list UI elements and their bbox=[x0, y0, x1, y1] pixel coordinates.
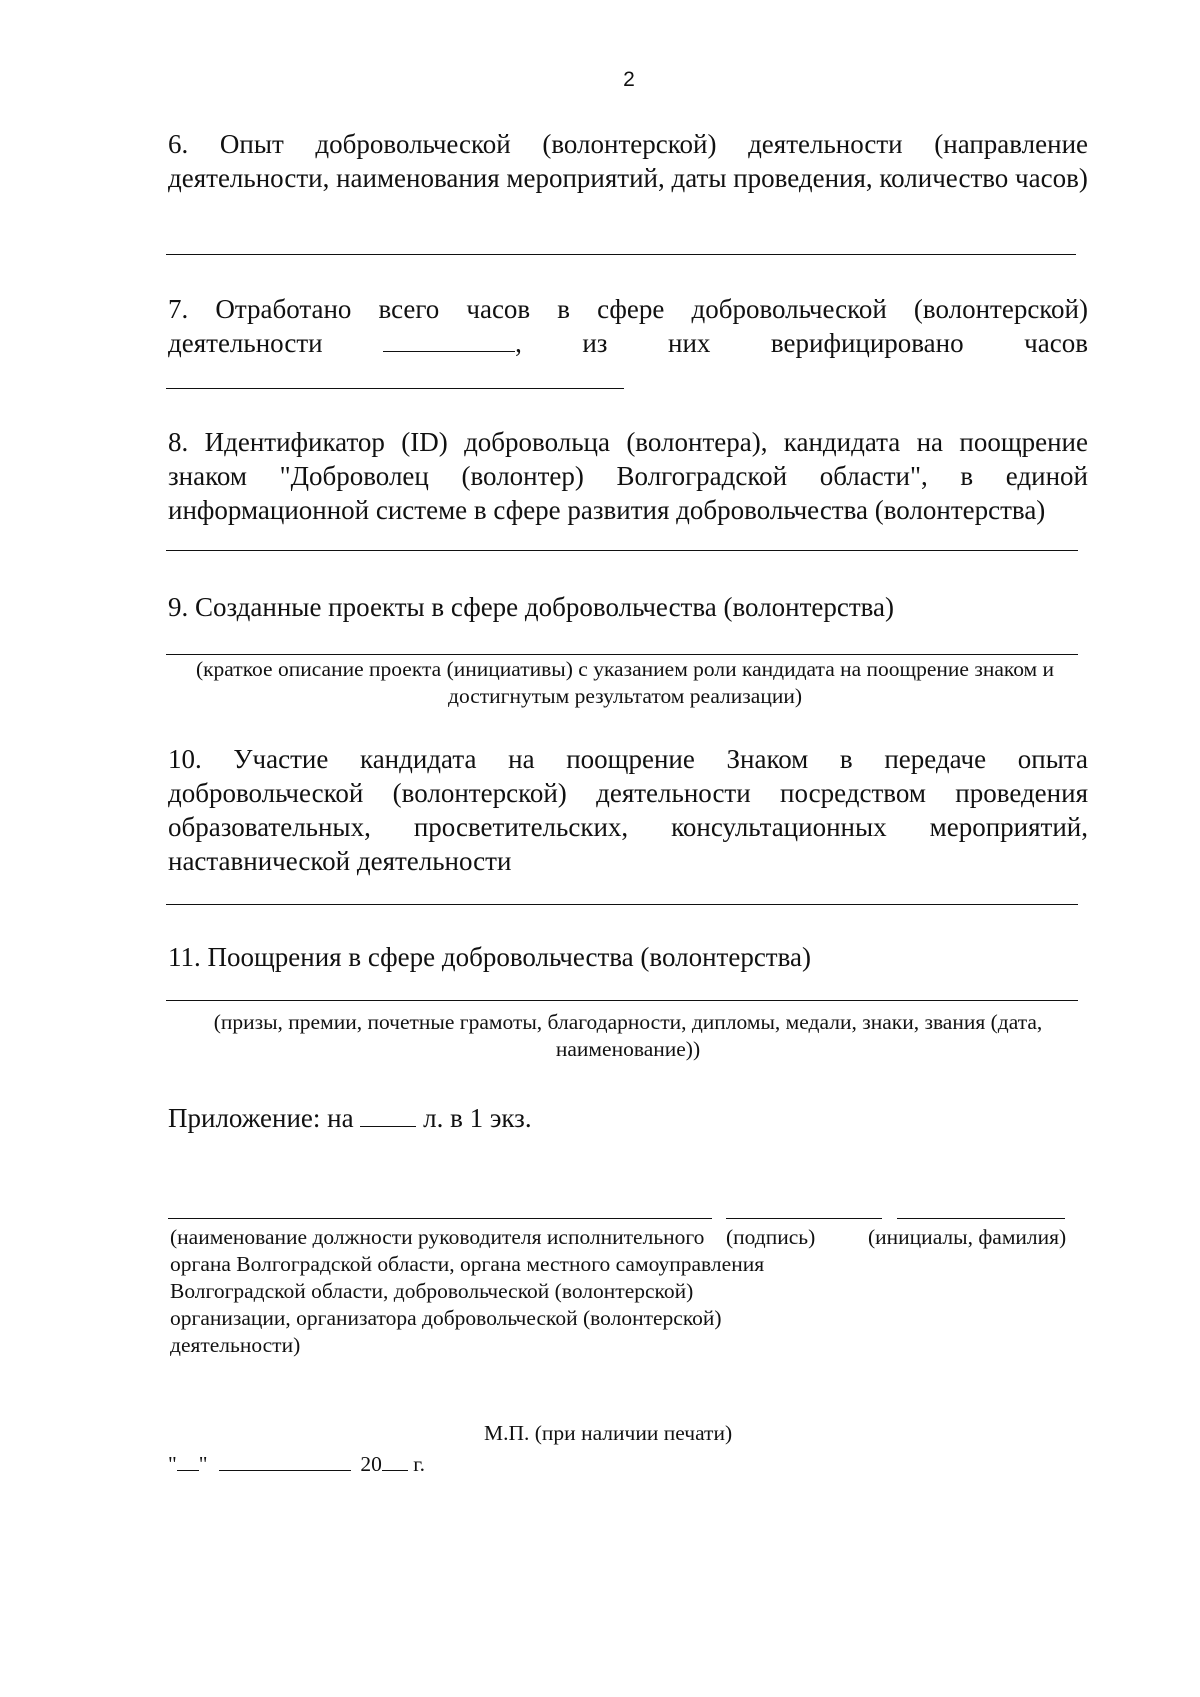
date-year-suffix: г. bbox=[413, 1452, 425, 1476]
item-7-word-from: из bbox=[582, 328, 608, 358]
position-line bbox=[168, 1218, 712, 1219]
item-7-word-activity: деятельности bbox=[168, 328, 323, 358]
month-blank bbox=[219, 1450, 351, 1471]
item-7-word-hours: часов bbox=[1024, 328, 1088, 358]
date-open-quote: " bbox=[168, 1452, 177, 1476]
attachment-prefix: Приложение: на bbox=[168, 1103, 354, 1133]
date-year-prefix: 20 bbox=[360, 1452, 382, 1476]
date-close-quote: " bbox=[198, 1452, 208, 1476]
item-9-answer-line bbox=[166, 654, 1078, 655]
item-9-text: 9. Созданные проекты в сфере добровольчества (волонтерства) bbox=[168, 592, 895, 622]
signature-caption: (подпись) bbox=[726, 1225, 816, 1249]
attachment-line bbox=[168, 1100, 768, 1135]
item-7-hours-field bbox=[383, 325, 522, 360]
total-hours-blank bbox=[383, 325, 515, 352]
page-number: 2 bbox=[623, 68, 635, 91]
item-8-text: 8. Идентификатор (ID) добровольца (волонтера), кандидата на поощрение знаком "Доброволец (волонтер) Волгоградской области", в единой информационной системе в сфере развития добровольчества (волонтерства) bbox=[168, 427, 1088, 525]
item-10-answer-line bbox=[166, 904, 1078, 905]
date-line bbox=[168, 1450, 568, 1478]
item-7-comma: , bbox=[515, 328, 522, 358]
attachment-suffix: л. в 1 экз. bbox=[423, 1103, 532, 1133]
item-6-answer-line bbox=[166, 254, 1076, 255]
item-7-word-them: них bbox=[668, 328, 711, 358]
item-10-text: 10. Участие кандидата на поощрение Знаком в передаче опыта добровольческой (волонтерской) деятельности посредством проведения образовательных, просветительских, консультационных мероприятий, наставнической деятельности bbox=[168, 744, 1088, 876]
item-7-word-verified: верифицировано bbox=[770, 328, 964, 358]
initials-caption: (инициалы, фамилия) bbox=[868, 1225, 1067, 1249]
item-11-text: 11. Поощрения в сфере добровольчества (волонтерства) bbox=[168, 942, 811, 972]
item-8-answer-line bbox=[166, 550, 1078, 551]
item-11-caption: (призы, премии, почетные грамоты, благодарности, дипломы, медали, знаки, звания (дата, наименование)) bbox=[213, 1010, 1043, 1061]
year-blank bbox=[382, 1450, 408, 1471]
day-blank bbox=[177, 1450, 199, 1471]
item-9-caption: (краткое описание проекта (инициативы) с указанием роли кандидата на поощрение знаком и достигнутым результатом реализации) bbox=[195, 657, 1055, 708]
item-7-line-1: 7. Отработано всего часов в сфере добровольческой (волонтерской) bbox=[168, 294, 1088, 324]
item-6-text: 6. Опыт добровольческой (волонтерской) деятельности (направление деятельности, наименования мероприятий, даты проведения, количество часов) bbox=[168, 129, 1088, 193]
signature-line bbox=[726, 1218, 882, 1219]
attachment-pages-blank bbox=[360, 1100, 416, 1127]
initials-line bbox=[897, 1218, 1065, 1219]
stamp-note: М.П. (при наличии печати) bbox=[484, 1421, 733, 1445]
item-11-answer-line bbox=[166, 1000, 1078, 1001]
position-caption: (наименование должности руководителя исполнительного органа Волгоградской области, органа местного самоуправления Волгоградской области, добровольческой (волонтерской) организации, организатора добровольческой (волонтерской) деятельности) bbox=[170, 1225, 765, 1357]
item-7-line-2 bbox=[168, 325, 1088, 360]
verified-hours-line bbox=[166, 388, 624, 389]
